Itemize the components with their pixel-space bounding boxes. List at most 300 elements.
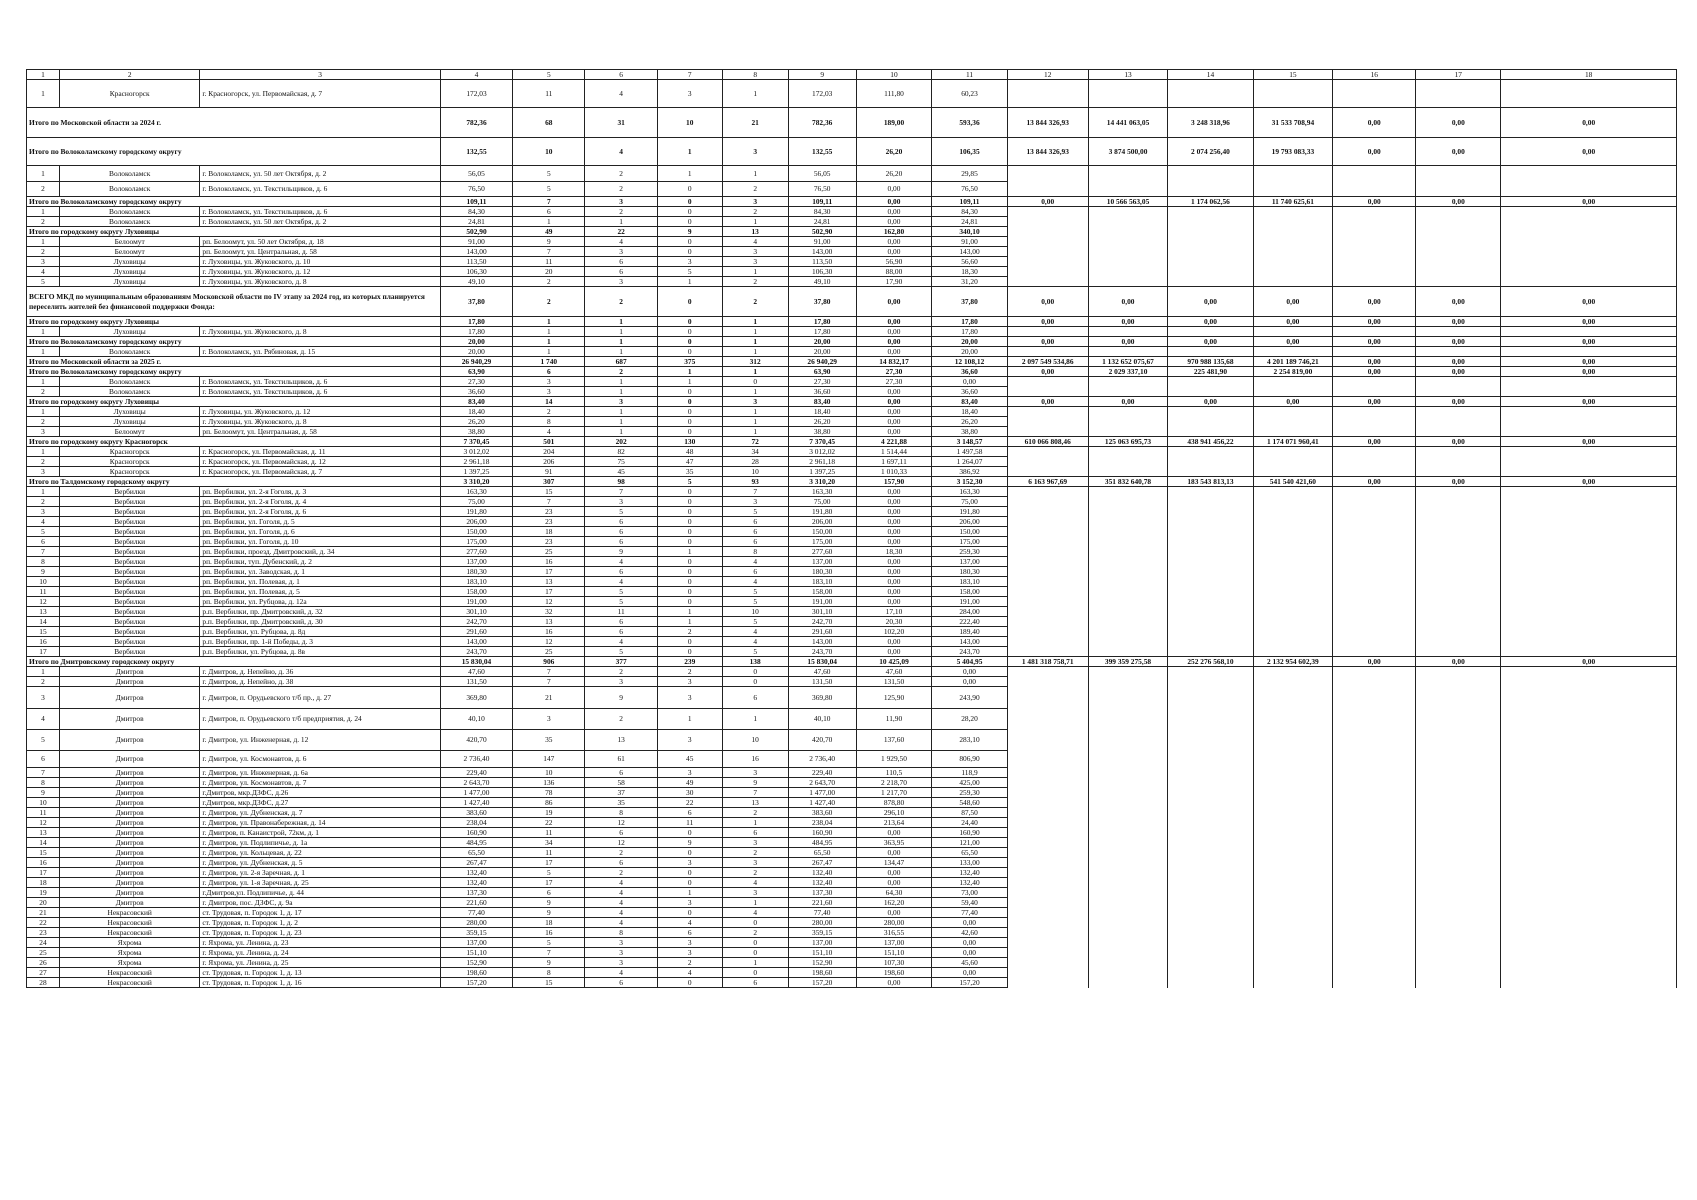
table-cell [1333, 667, 1416, 677]
table-cell [1007, 277, 1088, 287]
table-cell: 34 [513, 838, 585, 848]
subtotal-value: 162,80 [856, 227, 932, 237]
table-cell [1333, 898, 1416, 908]
table-cell: 75 [585, 457, 657, 467]
table-cell [1007, 587, 1088, 597]
table-cell: 35 [513, 730, 585, 751]
subtotal-value: 10 566 563,05 [1088, 197, 1168, 207]
table-cell: 6 [722, 537, 788, 547]
table-cell: 12 [585, 838, 657, 848]
table-cell: 137,30 [440, 888, 512, 898]
subtotal-value: 1 [657, 367, 722, 377]
table-cell [1333, 80, 1416, 108]
table-cell: Вербилки [59, 627, 199, 637]
table-row [27, 978, 1677, 988]
table-cell: 158,00 [440, 587, 512, 597]
table-cell: 1 [657, 377, 722, 387]
table-cell [1007, 627, 1088, 637]
table-cell: 8 [722, 547, 788, 557]
table-cell: 3 [585, 247, 657, 257]
table-cell [1168, 667, 1253, 677]
table-cell: Некрасовский [59, 908, 199, 918]
subtotal-value: 3 [585, 397, 657, 407]
table-cell [1007, 577, 1088, 587]
table-cell: 1 427,40 [440, 798, 512, 808]
table-cell: 5 [722, 647, 788, 657]
subtotal-value: 132,55 [440, 138, 512, 166]
subtotal-label: Итого по Волоколамскому городскому округу [27, 138, 200, 166]
table-cell [1416, 788, 1501, 798]
table-cell [1416, 217, 1501, 227]
table-cell: 9 [722, 778, 788, 788]
table-cell: 143,00 [440, 637, 512, 647]
subtotal-value: 0,00 [1501, 437, 1677, 447]
table-cell: г. Волоколамск, ул. Текстильщиков, д. 6 [200, 377, 440, 387]
table-cell: 6 [585, 267, 657, 277]
table-cell [1253, 768, 1333, 778]
table-row [27, 247, 1677, 257]
table-cell [1501, 537, 1677, 547]
table-cell: 3 [722, 838, 788, 848]
subtotal-value: 20,00 [788, 337, 856, 347]
table-cell: 2 [585, 709, 657, 730]
table-cell: 6 [722, 567, 788, 577]
table-cell [1333, 637, 1416, 647]
table-cell: рп. Белоомут, ул. Центральная, д. 58 [200, 247, 440, 257]
subtotal-value: 0,00 [1333, 287, 1416, 317]
table-cell: 7 [27, 547, 60, 557]
subtotal-value: 4 221,88 [856, 437, 932, 447]
table-cell: 0 [657, 487, 722, 497]
subtotal-value: 0,00 [1007, 317, 1088, 327]
table-cell [1253, 798, 1333, 808]
table-cell: 1 [585, 377, 657, 387]
subtotal-value [1501, 227, 1677, 237]
table-cell [1416, 207, 1501, 217]
table-cell: 17 [513, 567, 585, 577]
table-cell: 5 [585, 647, 657, 657]
table-cell: 47,60 [440, 667, 512, 677]
table-cell: 102,20 [856, 627, 932, 637]
table-cell: 143,00 [788, 247, 856, 257]
table-cell: 17 [513, 858, 585, 868]
table-cell: 1 [722, 347, 788, 357]
subtotal-value: 0,00 [1333, 397, 1416, 407]
table-cell: 1 [513, 347, 585, 357]
table-cell [1501, 257, 1677, 267]
table-cell: 1 477,00 [788, 788, 856, 798]
table-cell: 1 [722, 709, 788, 730]
subtotal-value: 782,36 [440, 108, 512, 138]
table-row [27, 517, 1677, 527]
table-cell: г. Дмитров, ул. 1-я Заречная, д. 25 [200, 878, 440, 888]
table-cell [1501, 327, 1677, 337]
table-cell: 0 [657, 517, 722, 527]
table-cell [1501, 182, 1677, 197]
table-cell [1168, 868, 1253, 878]
table-cell: 4 [585, 968, 657, 978]
table-cell [1088, 808, 1168, 818]
table-cell [1501, 788, 1677, 798]
table-cell: 0 [657, 347, 722, 357]
table-cell: 267,47 [440, 858, 512, 868]
table-cell: 4 [27, 267, 60, 277]
table-cell [1088, 798, 1168, 808]
subtotal-row [27, 108, 1677, 138]
table-cell [1088, 517, 1168, 527]
subtotal-value: 0,00 [1088, 337, 1168, 347]
table-cell: 0,00 [856, 637, 932, 647]
table-cell: 150,00 [440, 527, 512, 537]
table-cell [1501, 768, 1677, 778]
table-cell: Вербилки [59, 557, 199, 567]
table-cell [1416, 978, 1501, 988]
table-cell: 26,20 [856, 166, 932, 182]
table-cell: 10 [722, 467, 788, 477]
table-cell [1088, 417, 1168, 427]
table-cell: 8 [27, 778, 60, 788]
subtotal-value: 37,80 [932, 287, 1008, 317]
table-cell: 4 [722, 637, 788, 647]
table-cell: 4 [722, 878, 788, 888]
subtotal-value: 225 481,90 [1168, 367, 1253, 377]
table-cell [1168, 547, 1253, 557]
table-row [27, 778, 1677, 788]
table-cell [1168, 457, 1253, 467]
table-cell: 118,9 [932, 768, 1008, 778]
table-cell: 2 [513, 407, 585, 417]
table-cell: 15 [513, 978, 585, 988]
table-cell [1253, 457, 1333, 467]
column-number: 18 [1501, 70, 1677, 80]
table-cell: 7 [722, 487, 788, 497]
table-cell [1416, 182, 1501, 197]
column-number: 12 [1007, 70, 1088, 80]
table-row [27, 647, 1677, 657]
table-cell: 0,00 [856, 517, 932, 527]
table-cell [1416, 377, 1501, 387]
table-cell: 137,00 [440, 938, 512, 948]
subtotal-value: 19 793 083,33 [1253, 138, 1333, 166]
subtotal-value: 14 [513, 397, 585, 407]
table-cell [1007, 677, 1088, 687]
table-cell: 0,00 [856, 487, 932, 497]
table-row [27, 908, 1677, 918]
table-cell: 6 [513, 207, 585, 217]
subtotal-value: 72 [722, 437, 788, 447]
table-cell [1253, 217, 1333, 227]
table-cell: 3 [657, 677, 722, 687]
table-cell: 18,30 [856, 547, 932, 557]
table-cell [1088, 647, 1168, 657]
table-cell [1168, 182, 1253, 197]
table-cell [1333, 597, 1416, 607]
subtotal-label: Итого по Московской области за 2024 г. [27, 108, 200, 138]
table-cell: Вербилки [59, 487, 199, 497]
subtotal-value: 63,90 [440, 367, 512, 377]
table-cell: 5 [513, 938, 585, 948]
table-cell: 0 [657, 417, 722, 427]
table-cell: 3 [513, 709, 585, 730]
table-cell: 206,00 [932, 517, 1008, 527]
table-row [27, 627, 1677, 637]
subtotal-label: ВСЕГО МКД по муниципальным образованиям Московской области по IV этапу за 2024 год, из которых планируется переселить жителей без финансовой поддержки Фонда: [27, 287, 441, 317]
table-cell [1416, 387, 1501, 397]
table-cell: 4 [585, 557, 657, 567]
table-cell [1007, 527, 1088, 537]
subtotal-value: 4 201 189 746,21 [1253, 357, 1333, 367]
table-cell [1333, 838, 1416, 848]
table-cell: 2 961,18 [440, 457, 512, 467]
subtotal-value: 26 940,29 [440, 357, 512, 367]
table-cell: 91,00 [788, 237, 856, 247]
table-cell: 1 [722, 327, 788, 337]
table-row [27, 427, 1677, 437]
table-cell [1007, 751, 1088, 768]
subtotal-spacer [200, 437, 440, 447]
table-cell: Луховицы [59, 277, 199, 287]
table-cell: 27,30 [856, 377, 932, 387]
table-cell [1333, 277, 1416, 287]
table-cell [1333, 467, 1416, 477]
table-cell [1253, 237, 1333, 247]
table-cell: 277,60 [788, 547, 856, 557]
table-cell [1088, 677, 1168, 687]
subtotal-spacer [200, 357, 440, 367]
table-cell: 0 [722, 968, 788, 978]
table-cell [1416, 687, 1501, 709]
table-cell: 160,90 [440, 828, 512, 838]
table-cell: г. Дмитров, ул. Подлипичье, д. 1а [200, 838, 440, 848]
table-cell [1007, 958, 1088, 968]
table-cell: рп. Вербилки, ул. Полевая, д. 1 [200, 577, 440, 587]
table-cell [1253, 487, 1333, 497]
table-cell [1088, 597, 1168, 607]
table-cell: 0,00 [856, 237, 932, 247]
table-cell [1007, 257, 1088, 267]
table-cell: 3 [657, 257, 722, 267]
table-cell: 65,50 [788, 848, 856, 858]
table-cell: 24,81 [440, 217, 512, 227]
table-cell [1088, 828, 1168, 838]
table-cell [1501, 217, 1677, 227]
table-cell: 61 [585, 751, 657, 768]
table-cell: 13 [513, 577, 585, 587]
table-cell: Дмитров [59, 778, 199, 788]
subtotal-row [27, 397, 1677, 407]
subtotal-value: 37,80 [440, 287, 512, 317]
table-cell [1416, 267, 1501, 277]
table-cell: Некрасовский [59, 978, 199, 988]
table-cell [1333, 918, 1416, 928]
table-cell: 301,10 [440, 607, 512, 617]
column-number: 3 [200, 70, 440, 80]
table-cell: 6 [585, 617, 657, 627]
table-cell: 420,70 [440, 730, 512, 751]
table-cell [1253, 567, 1333, 577]
table-cell: 4 [585, 80, 657, 108]
subtotal-spacer [200, 477, 440, 487]
table-cell [1501, 828, 1677, 838]
table-cell: 0 [722, 938, 788, 948]
table-cell: 16 [27, 858, 60, 868]
subtotal-value: 610 066 808,46 [1007, 437, 1088, 447]
table-cell: Белоомут [59, 427, 199, 437]
table-cell: 5 [722, 587, 788, 597]
table-cell: 91,00 [932, 237, 1008, 247]
table-cell [1416, 507, 1501, 517]
table-cell: 0 [657, 427, 722, 437]
subtotal-value: 0,00 [1007, 337, 1088, 347]
table-cell [1007, 457, 1088, 467]
subtotal-value: 12 108,12 [932, 357, 1008, 367]
table-row [27, 818, 1677, 828]
table-cell: 158,00 [788, 587, 856, 597]
table-cell [1253, 517, 1333, 527]
table-cell: Луховицы [59, 407, 199, 417]
table-cell: 1 [722, 166, 788, 182]
table-cell: 60,23 [932, 80, 1008, 108]
table-cell: 22 [513, 818, 585, 828]
table-cell [1007, 768, 1088, 778]
table-cell [1007, 868, 1088, 878]
table-cell [1007, 647, 1088, 657]
table-cell [1333, 828, 1416, 838]
table-cell: 7 [513, 667, 585, 677]
subtotal-value: 0,00 [1333, 108, 1416, 138]
subtotal-value: 20,00 [440, 337, 512, 347]
table-cell: 15 [513, 487, 585, 497]
table-cell [1088, 377, 1168, 387]
table-cell: 0,00 [932, 667, 1008, 677]
table-cell: 2 [27, 247, 60, 257]
subtotal-value: 0,00 [856, 397, 932, 407]
subtotal-value: 27,30 [856, 367, 932, 377]
table-cell [1416, 928, 1501, 938]
table-cell: 56,05 [788, 166, 856, 182]
table-cell [1088, 207, 1168, 217]
table-cell [1501, 878, 1677, 888]
subtotal-value: 0,00 [856, 197, 932, 207]
subtotal-value: 1 132 652 075,67 [1088, 357, 1168, 367]
table-cell: 73,00 [932, 888, 1008, 898]
table-cell: 4 [513, 427, 585, 437]
subtotal-value: 13 844 326,93 [1007, 108, 1088, 138]
table-cell [1501, 487, 1677, 497]
table-row [27, 457, 1677, 467]
table-cell: 76,50 [932, 182, 1008, 197]
table-cell: 3 [657, 898, 722, 908]
table-cell [1416, 537, 1501, 547]
table-cell: 20,00 [788, 347, 856, 357]
table-cell: 12 [513, 637, 585, 647]
table-cell: 1 [27, 327, 60, 337]
table-cell: 1 [585, 427, 657, 437]
table-cell [1007, 818, 1088, 828]
table-cell: 2 643,70 [440, 778, 512, 788]
table-cell: 198,60 [440, 968, 512, 978]
table-cell [1501, 647, 1677, 657]
table-cell [1088, 347, 1168, 357]
table-cell: 229,40 [788, 768, 856, 778]
table-cell [1168, 577, 1253, 587]
subtotal-value: 351 832 640,78 [1088, 477, 1168, 487]
subtotal-value: 10 [657, 108, 722, 138]
table-row [27, 327, 1677, 337]
subtotal-value: 63,90 [788, 367, 856, 377]
table-cell: 0 [657, 497, 722, 507]
table-cell [1088, 267, 1168, 277]
table-cell [1088, 898, 1168, 908]
table-cell: 3 [657, 768, 722, 778]
table-cell [1333, 938, 1416, 948]
table-cell: 4 [585, 637, 657, 647]
table-cell [1333, 958, 1416, 968]
table-cell [1088, 978, 1168, 988]
table-cell: 6 [585, 768, 657, 778]
table-cell: 1 [27, 80, 60, 108]
table-cell: 6 [657, 808, 722, 818]
table-row [27, 918, 1677, 928]
subtotal-value: 1 174 071 960,41 [1253, 437, 1333, 447]
subtotal-value: 1 [722, 317, 788, 327]
table-cell: 1 [657, 277, 722, 287]
table-cell [1253, 677, 1333, 687]
table-cell: 3 [27, 467, 60, 477]
table-cell: 77,40 [788, 908, 856, 918]
table-cell [1168, 808, 1253, 818]
table-cell: 1 [722, 387, 788, 397]
table-cell [1416, 828, 1501, 838]
table-cell: 6 [722, 687, 788, 709]
table-cell: 24,81 [788, 217, 856, 227]
table-cell [1007, 798, 1088, 808]
table-cell: 35 [585, 798, 657, 808]
table-cell: 383,60 [788, 808, 856, 818]
table-cell: 284,00 [932, 607, 1008, 617]
table-cell: 204 [513, 447, 585, 457]
table-cell: 0,00 [856, 868, 932, 878]
table-cell: 243,90 [932, 687, 1008, 709]
table-cell: 5 [513, 182, 585, 197]
table-cell: 2 [27, 182, 60, 197]
table-cell [1501, 347, 1677, 357]
table-cell: 3 [585, 948, 657, 958]
table-cell: 5 [27, 527, 60, 537]
table-cell [1416, 798, 1501, 808]
table-row [27, 207, 1677, 217]
subtotal-value: 9 [657, 227, 722, 237]
table-cell: 132,40 [932, 878, 1008, 888]
table-cell: 12 [27, 818, 60, 828]
table-cell [1168, 487, 1253, 497]
subtotal-value: 593,36 [932, 108, 1008, 138]
table-cell: 3 [27, 427, 60, 437]
table-cell [1168, 257, 1253, 267]
table-row [27, 507, 1677, 517]
table-cell [1088, 487, 1168, 497]
table-cell: г. Дмитров, ул. Правонабережная, д. 14 [200, 818, 440, 828]
table-cell: Дмитров [59, 709, 199, 730]
table-cell: 283,10 [932, 730, 1008, 751]
table-cell [1253, 627, 1333, 637]
table-cell: Дмитров [59, 888, 199, 898]
table-cell: г. Дмитров, п. Канаистрой, 72км, д. 1 [200, 828, 440, 838]
table-cell: 383,60 [440, 808, 512, 818]
table-cell: г.Дмитров, мкр.ДЗФС, д.27 [200, 798, 440, 808]
table-row [27, 637, 1677, 647]
table-cell: 56,60 [932, 257, 1008, 267]
